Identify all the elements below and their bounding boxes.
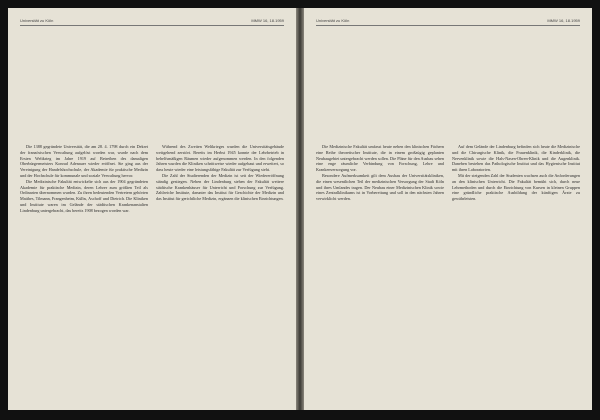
left-page-header-left: Universität zu Köln: [20, 18, 54, 23]
right-page: [304, 8, 592, 410]
right-text-column-1: Die Medizinische Fakultät umfasst heute neben den klinischen Fächern eine Reihe theoretischer Institute, die in einem großzügig geplanten Neubaugebiet untergebracht werden sollen. Die Pläne für den Ausbau sehen eine enge räumliche Verbindung von Forschung, Lehre und Krankenversorgung vor. Besondere Aufmerksamkeit gilt dem Ausbau der Universitätskliniken, die einen wesentlichen Teil der medizinischen Versorgung der Stadt Köln und ihres Umlandes tragen. Der Neubau einer Medizinischen Klinik sowie eines Zentralklinikums ist in Vorbereitung und soll in den nächsten Jahren verwirklicht werden.: [316, 144, 444, 202]
right-page-header-left: Universität zu Köln: [316, 18, 350, 23]
left-page-header-right: MMW 16, 18.1959: [251, 18, 284, 23]
right-page-header-right: MMW 16, 18.1959: [547, 18, 580, 23]
book-spine: [296, 8, 304, 410]
left-page: [8, 8, 296, 410]
left-text-column-1: Die 1388 gegründete Universität, die am 28. 4. 1798 durch ein Dekret der französischen Verwaltung aufgelöst worden war, wurde nach dem Ersten Weltkrieg im Jahre 1919 auf Betreiben des damaligen Oberbürgermeisters Konrad Adenauer wieder eröffnet. Sie ging aus der Vereinigung der Handelshochschule, der Akademie für praktische Medizin und der Hochschule für kommunale und soziale Verwaltung hervor. Die Medizinische Fakultät entwickelte sich aus der 1904 gegründeten Akademie für praktische Medizin, deren Lehrer zum größten Teil als Ordinarien übernommen wurden. Zu ihren bedeutenden Vertretern gehörten Matthes, Tilmann, Frangenheim, Külbs, Aschoff und Dietrich. Die Kliniken und Institute waren im Gelände der städtischen Krankenanstalten Lindenburg untergebracht, das bereits 1908 bezogen worden war.: [20, 144, 148, 213]
header-rule: [316, 25, 580, 26]
left-text-column-2: Während des Zweiten Weltkrieges wurden die Universitätsgebäude weitgehend zerstört. Bereits im Herbst 1945 konnte der Lehrbetrieb in behelfsmäßigen Räumen wieder aufgenommen werden. In den folgenden Jahren wurden die Kliniken schrittweise wieder aufgebaut und erweitert, so dass heute wieder eine leistungsfähige Fakultät zur Verfügung steht. Die Zahl der Studierenden der Medizin ist seit der Wiedereröffnung ständig gestiegen. Neben der Lindenburg stehen der Fakultät weitere städtische Krankenhäuser für Unterricht und Forschung zur Verfügung. Zahlreiche Institute, darunter das Institut für Geschichte der Medizin und das Institut für gerichtliche Medizin, ergänzen die klinischen Einrichtungen.: [156, 144, 284, 202]
header-rule: [20, 25, 284, 26]
right-text-column-2: Auf dem Gelände der Lindenburg befinden sich heute die Medizinische und die Chirurgische Klinik, die Frauenklinik, die Kinderklinik, die Nervenklinik sowie die Hals-Nasen-Ohren-Klinik und die Augenklinik. Daneben bestehen das Pathologische Institut und das Hygienische Institut mit ihren Laboratorien. Mit der steigenden Zahl der Studenten wachsen auch die Anforderungen an den klinischen Unterricht. Die Fakultät bemüht sich, durch neue Lehrmethoden und durch die Einrichtung von Kursen in kleinen Gruppen eine gründliche praktische Ausbildung der künftigen Ärzte zu gewährleisten.: [452, 144, 580, 202]
